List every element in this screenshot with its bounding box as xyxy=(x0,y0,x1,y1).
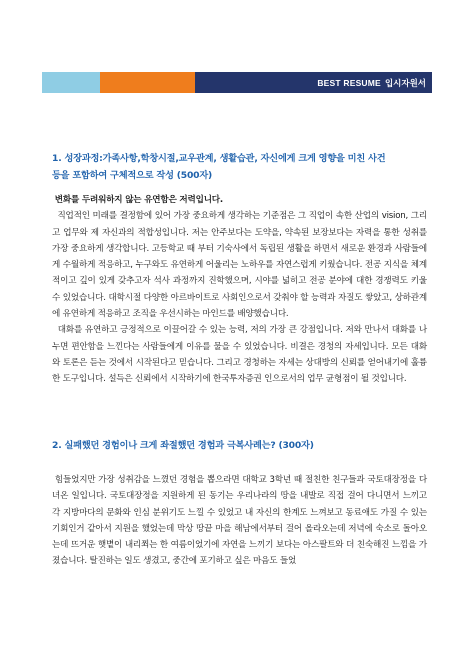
answer-1-lead: 변화를 두려워하지 않는 유연함은 저력입니다. xyxy=(54,195,223,205)
header-title-bar xyxy=(195,72,432,93)
answer-2-paragraph-1: 힘들었지만 가장 성취감을 느꼈던 경험을 뽑으라면 대학교 3학년 때 절친한 친구들과 국토대장정을 다녀온 일입니다. 국토대장정을 지원하게 된 동기는 우리나라의 땅을 내발로 직접 걸어 다니면서 느끼고 각 지방마다의 문화와 인심 분위기도 느낄 수 있었고 내 자신의 한계도 느껴보고 동료애도 가질 수 있는 기회인거 같아서 지원을 했었는데 막상 땅끝 마을 해남에서부터 걸어 올라오는데 저녁에 숙소로 돌아오는데 뜨거운 햇볕이 내리쬐는 한 여름이었기에 자연을 느끼기 보다는 아스팔트와 더 친숙해진 느낌을 가졌습니다. 탈진하는 일도 생겼고, 중간에 포기하고 싶은 마음도 들었 xyxy=(52,475,427,567)
answer-1-paragraph-1: 직업적인 미래를 결정함에 있어 가장 중요하게 생각하는 기준점은 그 직업이 속한 산업의 vision, 그리고 업무와 제 자신과의 적합성입니다. 저는 안주보다는 도약을, 약속된 보장보다는 자력을 통한 성취를 가장 중요하게 생각합니다. 고등학교 때 부터 기숙사에서 독립된 생활을 하면서 새로운 환경과 사람들에게 수월하게 적응하고, 누구와도 유연하게 어울리는 노하우를 자연스럽게 키웠습니다. 전공 지식을 체계적이고 깊이 있게 갖추고자 석사 과정까지 진학했으며, 시야를 넓히고 전공 분야에 대한 경쟁력도 키울 수 있었습니다. 대학시절 다양한 아르바이트로 사회인으로서 갖춰야 할 능력과 자질도 쌓았고, 상하관계에 유연하게 적응하고 조직을 우선시하는 마인드를 배양했습니다. xyxy=(52,211,427,320)
header-blue-segment xyxy=(42,72,100,93)
header-band xyxy=(42,72,432,93)
question-2-title: 2. 실패했던 경험이나 크게 좌절했던 경험과 극복사례는? (300자) xyxy=(52,440,314,451)
question-1-title xyxy=(52,150,427,184)
header-orange-segment xyxy=(100,72,195,93)
answer-1-paragraph-2: 대화를 유연하고 긍정적으로 이끌어갈 수 있는 능력, 저의 가장 큰 강점입니다. 저와 만나서 대화를 나누면 편안함을 느낀다는 사람들에게 이유를 물을 수 있었습니다. 비결은 경청의 자세입니다. 모든 대화와 토론은 듣는 것에서 시작된다고 믿습니다. 그리고 경청하는 자세는 상대방의 신뢰를 얻어내기에 훌륭한 도구입니다. 설득은 신뢰에서 시작하기에 한국투자증권 인으로서의 업무 균형점이 될 것입니다. xyxy=(52,325,427,385)
brand-label: BEST RESUME xyxy=(317,77,381,88)
document-type-label: 입시자원서 xyxy=(384,78,426,89)
answer-1 xyxy=(52,192,427,388)
question-1-line-2: 등을 포함하여 구체적으로 작성 (500자) xyxy=(52,170,213,181)
answer-2 xyxy=(52,472,427,570)
question-1-line-1: 1. 성장과정:가족사항,학창시절,교우관계, 생활습관, 자신에게 크게 영향을 미친 사건 xyxy=(52,153,386,164)
